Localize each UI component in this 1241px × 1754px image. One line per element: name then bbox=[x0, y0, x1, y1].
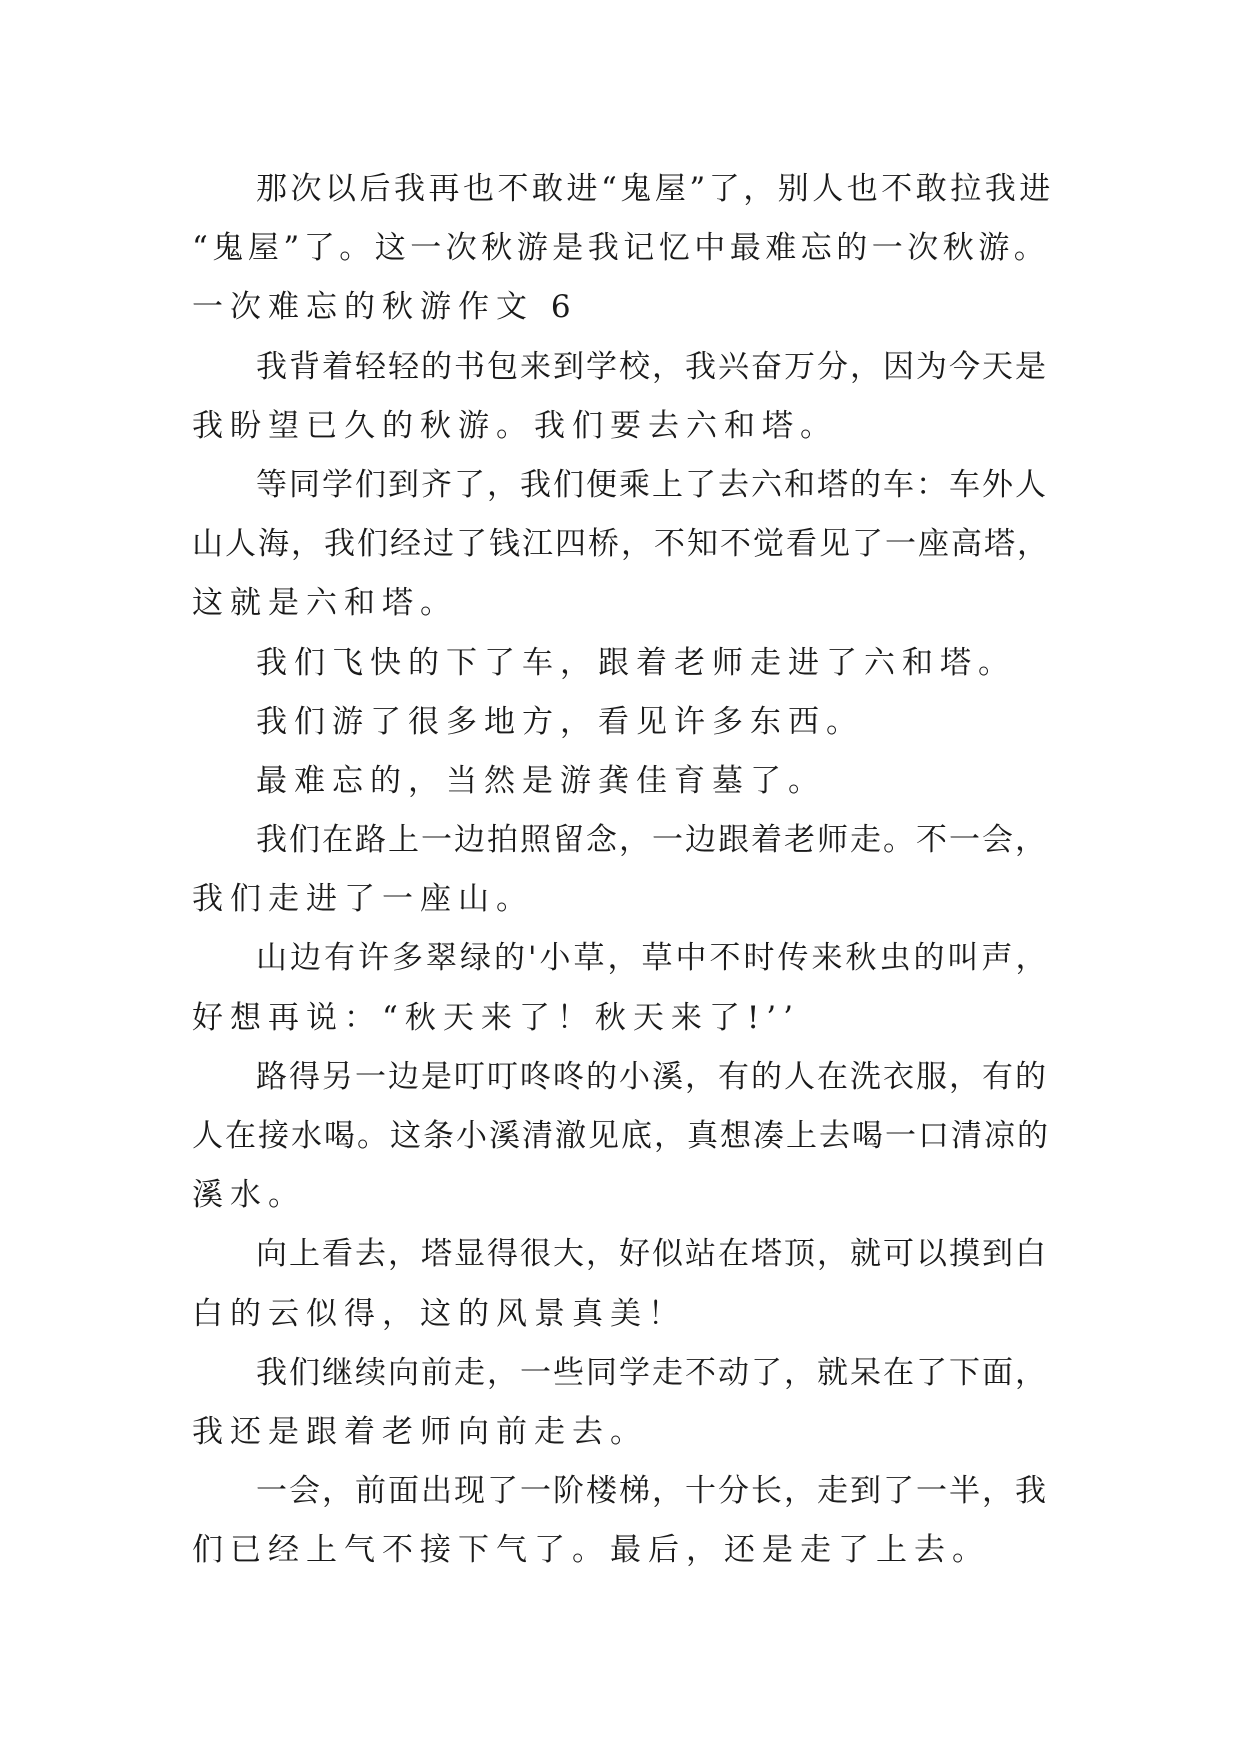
text-line: 那次以后我再也不敢进“鬼屋”了，别人也不敢拉我进 bbox=[256, 171, 1054, 207]
text-line: 向上看去，塔显得很大，好似站在塔顶，就可以摸到白 bbox=[256, 1236, 1048, 1273]
text-line: 我背着轻轻的书包来到学校，我兴奋万分，因为今天是 bbox=[256, 348, 1048, 385]
text-line: 山边有许多翠绿的'小草，草中不时传来秋虫的叫声， bbox=[256, 940, 1050, 977]
text-line: 这就是六和塔。 bbox=[192, 585, 458, 622]
text-line: 最难忘的，当然是游龚佳育墓了。 bbox=[256, 762, 826, 799]
section-heading: 一次难忘的秋游作文 6 bbox=[192, 289, 578, 326]
text-line: 我们走进了一座山。 bbox=[192, 881, 534, 918]
text-line: 我们飞快的下了车，跟着老师走进了六和塔。 bbox=[256, 644, 1016, 681]
text-line: 路得另一边是叮叮咚咚的小溪，有的人在洗衣服，有的 bbox=[256, 1058, 1048, 1095]
essay-body bbox=[192, 160, 1054, 1581]
text-line: 等同学们到齐了，我们便乘上了去六和塔的车：车外人 bbox=[256, 466, 1048, 503]
text-line: 人在接水喝。这条小溪清澈见底，真想凑上去喝一口清凉的 bbox=[192, 1118, 1050, 1154]
text-line: 一会，前面出现了一阶楼梯，十分长，走到了一半，我 bbox=[256, 1473, 1048, 1510]
text-line: 我们游了很多地方，看见许多东西。 bbox=[256, 703, 864, 740]
text-line: 我们在路上一边拍照留念，一边跟着老师走。不一会， bbox=[256, 822, 1048, 859]
text-line: 溪水。 bbox=[192, 1177, 306, 1214]
text-line: “鬼屋”了。这一次秋游是我记忆中最难忘的一次秋游。 bbox=[192, 230, 1050, 267]
text-line: 好想再说：“秋天来了！秋天来了!’’ bbox=[192, 999, 801, 1036]
text-line: 我们继续向前走，一些同学走不动了，就呆在了下面， bbox=[256, 1354, 1048, 1391]
text-line: 我还是跟着老师向前走去。 bbox=[192, 1413, 648, 1450]
text-line: 我盼望已久的秋游。我们要去六和塔。 bbox=[192, 407, 838, 444]
text-line: 们已经上气不接下气了。最后，还是走了上去。 bbox=[192, 1532, 990, 1569]
text-line: 山人海，我们经过了钱江四桥，不知不觉看见了一座高塔， bbox=[192, 526, 1050, 563]
text-line: 白的云似得，这的风景真美！ bbox=[192, 1295, 686, 1332]
